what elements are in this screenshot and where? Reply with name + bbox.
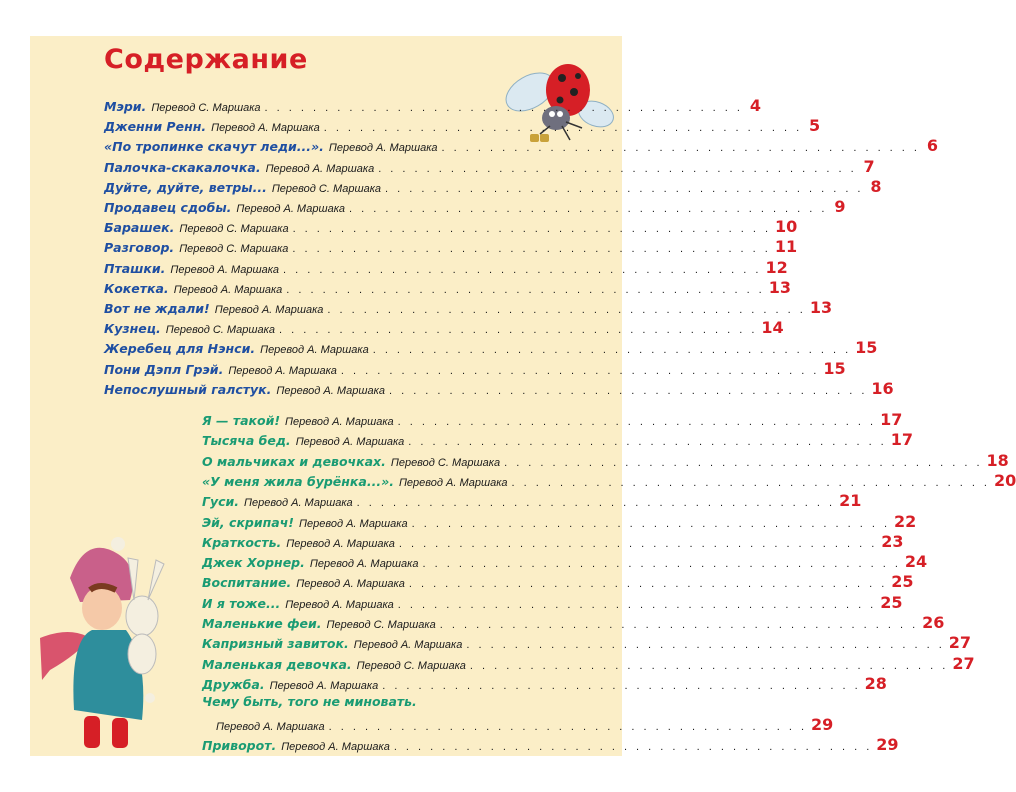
entry-translator: Перевод А. Маршака [276, 384, 385, 397]
entry-translator: Перевод А. Маршака [295, 436, 405, 449]
entry-title: Непослушный галстук. [104, 381, 272, 397]
page-number: 10 [775, 217, 798, 237]
page-number: 26 [922, 613, 945, 632]
entry-title: Палочка-скакалочка. [104, 159, 261, 175]
book-page [30, 36, 1016, 756]
toc-entry [202, 511, 917, 532]
leader-dots: . . . . . . . . . . . . . . . . . . . . . . . . . . . . . . . . . . . . . . . . [466, 639, 945, 652]
entry-title: Пони Дэпл Грэй. [104, 361, 224, 377]
toc-entry [202, 552, 928, 572]
entry-translator: Перевод А. Маршака [265, 162, 375, 175]
entry-title: «У меня жила бурёнка...». [202, 473, 394, 489]
leader-dots: . . . . . . . . . . . . . . . . . . . . . . . . . . . . . . . . . . . . . . . . [393, 740, 873, 753]
page-number: 29 [811, 714, 834, 734]
toc-entry [202, 673, 887, 694]
leader-dots: . . . . . . . . . . . . . . . . . . . . . . . . . . . . . . . . . . . . . . . . [382, 679, 861, 692]
leader-dots: . . . . . . . . . . . . . . . . . . . . . . . . . . . . . . . . . . . . . . . . [340, 364, 820, 377]
entry-title: Дженни Ренн. [104, 119, 207, 135]
entry-translator: Перевод С. Маршака [179, 223, 289, 236]
page-number: 24 [904, 552, 928, 572]
entry-title: Дружба. [202, 676, 265, 692]
page-number: 17 [880, 410, 903, 429]
toc-entry [202, 572, 914, 592]
page-number: 28 [864, 673, 887, 693]
toc-entry [202, 734, 899, 755]
entry-translator: Перевод С. Маршака [179, 243, 289, 256]
toc-entry [202, 430, 913, 450]
leader-dots: . . . . . . . . . . . . . . . . . . . . . . . . . . . . . . . . . . . . . . . . [323, 122, 803, 135]
entry-title: Кокетка. [104, 280, 169, 296]
page-number: 13 [768, 277, 791, 297]
page-number: 7 [863, 156, 875, 176]
entry-title: Приворот. [202, 737, 277, 753]
entry-title: Разговор. [104, 240, 175, 256]
entry-translator: Перевод А. Маршака [228, 364, 337, 377]
entry-title: И я тоже... [202, 595, 281, 611]
page-number: 23 [881, 531, 904, 551]
page-number: 27 [948, 633, 972, 653]
page-number: 12 [765, 257, 788, 277]
entry-translator: Перевод А. Маршака [299, 517, 408, 530]
page-number: 20 [993, 470, 1016, 490]
toc-entry [202, 653, 975, 674]
entry-title: Дуйте, дуйте, ветры... [104, 179, 267, 195]
page-number: 9 [834, 197, 846, 216]
page-number: 11 [774, 237, 798, 257]
entry-translator: Перевод А. Маршака [285, 416, 394, 428]
page-number: 17 [890, 430, 913, 450]
entry-title: О мальчиках и девочках. [202, 453, 386, 469]
leader-dots: . . . . . . . . . . . . . . . . . . . . . . . . . . . . . . . . . . . . . . . . [385, 182, 864, 195]
entry-title: Жеребец для Нэнси. [104, 341, 256, 357]
entry-title: Барашек. [104, 220, 175, 236]
entry-translator: Перевод А. Маршака [285, 598, 394, 611]
entry-translator: Перевод А. Маршака [309, 558, 419, 571]
entry-title: Капризный завиток. [202, 636, 349, 652]
entry-translator: Перевод А. Маршака [244, 497, 353, 510]
leader-dots: . . . . . . . . . . . . . . . . . . . . . . . . . . . . . . . . . . . . . . . . [439, 619, 919, 631]
toc-entry [202, 491, 862, 511]
page-number: 15 [823, 358, 846, 378]
entry-translator: Перевод А. Маршака [211, 122, 320, 135]
entry-translator: Перевод А. Маршака [216, 720, 325, 733]
leader-dots: . . . . . . . . . . . . . . . . . . . . . . . . . . . . . . . . . . . . . . . . [372, 344, 852, 357]
entry-title: Джек Хорнер. [202, 555, 305, 571]
page-number: 21 [839, 491, 862, 511]
page-number: 29 [876, 734, 899, 754]
leader-dots: . . . . . . . . . . . . . . . . . . . . . . . . . . . . . . . . . . . . . . . . [397, 598, 877, 611]
leader-dots: . . . . . . . . . . . . . . . . . . . . . . . . . . . . . . . . . . . . . . . . [292, 223, 771, 236]
entry-translator: Перевод С. Маршака [390, 456, 501, 469]
toc-entry [202, 694, 588, 714]
entry-translator: Перевод А. Маршака [170, 263, 280, 276]
leader-dots: . . . . . . . . . . . . . . . . . . . . . . . . . . . . . . . . . . . . . . . . [504, 456, 983, 469]
leader-dots: . . . . . . . . . . . . . . . . . . . . . . . . . . . . . . . . . . . . . . . . [441, 142, 920, 155]
entry-translator: Перевод А. Маршака [281, 740, 390, 753]
toc-entry [202, 613, 945, 633]
entry-translator: Перевод А. Маршака [296, 578, 405, 591]
entry-title: Кузнец. [104, 321, 161, 337]
page-number: 18 [986, 450, 1009, 470]
page-number: 27 [952, 653, 975, 673]
entry-title: Тысяча бед. [202, 433, 291, 449]
entry-translator: Перевод А. Маршака [353, 639, 463, 652]
leader-dots: . . . . . . . . . . . . . . . . . . . . . . . . . . . . . . . . . . . . . . . . [388, 384, 868, 397]
entry-title: «По тропинке скачут леди...». [104, 139, 324, 155]
entry-translator: Перевод С. Маршака [165, 324, 275, 337]
entry-title: Маленькая девочка. [202, 656, 352, 672]
leader-dots: . . . . . . . . . . . . . . . . . . . . . . . . . . . . . . . . . . . . . . . . [264, 102, 743, 114]
toc-entry [202, 410, 903, 430]
toc-entry [202, 470, 1016, 491]
leader-dots: . . . . . . . . . . . . . . . . . . . . . . . . . . . . . . . . . . . . . . . . [411, 517, 891, 530]
toc-entry [202, 531, 904, 552]
entry-translator: Перевод А. Маршака [173, 283, 283, 296]
page-number: 4 [749, 96, 761, 115]
entry-title: Гуси. [202, 494, 240, 510]
leader-dots: . . . . . . . . . . . . . . . . . . . . . . . . . . . . . . . . . . . . . . . . [283, 263, 762, 276]
entry-translator: Перевод С. Маршака [151, 102, 261, 114]
page-number: 14 [761, 318, 784, 338]
entry-translator: Перевод А. Маршака [236, 203, 346, 215]
page-number: 13 [809, 298, 833, 317]
leader-dots: . . . . . . . . . . . . . . . . . . . . . . . . . . . . . . . . . . . . . . . . [408, 578, 888, 591]
toc-entry [202, 592, 903, 613]
entry-translator: Перевод С. Маршака [326, 619, 436, 631]
page-title: Содержание [104, 44, 308, 75]
leader-dots: . . . . . . . . . . . . . . . . . . . . . . . . . . . . . . . . . . . . . . . . [278, 324, 758, 337]
leader-dots: . . . . . . . . . . . . . . . . . . . . . . . . . . . . . . . . . . . . . . . . [469, 659, 949, 672]
entry-translator: Перевод А. Маршака [286, 537, 395, 550]
leader-dots: . . . . . . . . . . . . . . . . . . . . . . . . . . . . . . . . . . . . . . . . [422, 558, 901, 571]
entry-translator: Перевод А. Маршака [260, 344, 369, 357]
entry-translator: Перевод А. Маршака [214, 304, 324, 316]
entry-title: Маленькие феи. [202, 616, 322, 631]
leader-dots: . . . . . . . . . . . . . . . . . . . . . . . . . . . . . . . . . . . . . . . . [397, 416, 877, 428]
leader-dots: . . . . . . . . . . . . . . . . . . . . . . . . . . . . . . . . . . . . . . . . [286, 283, 765, 296]
entry-title: Мэри. [104, 99, 147, 114]
leader-dots: . . . . . . . . . . . . . . . . . . . . . . . . . . . . . . . . . . . . . . . . [408, 436, 887, 449]
leader-dots: . . . . . . . . . . . . . . . . . . . . . . . . . . . . . . . . . . . . . . . . [398, 537, 878, 550]
leader-dots: . . . . . . . . . . . . . . . . . . . . . . . . . . . . . . . . . . . . . . . . [292, 243, 771, 256]
leader-dots: . . . . . . . . . . . . . . . . . . . . . . . . . . . . . . . . . . . . . . . . [356, 497, 836, 510]
page-number: 6 [926, 136, 938, 156]
entry-translator: Перевод А. Маршака [328, 142, 438, 155]
leader-dots: . . . . . . . . . . . . . . . . . . . . . . . . . . . . . . . . . . . . . . . . [327, 304, 806, 316]
leader-dots: . . . . . . . . . . . . . . . . . . . . . . . . . . . . . . . . . . . . . . . . [511, 476, 990, 489]
page-number: 25 [891, 572, 914, 592]
toc-entry [202, 633, 972, 653]
entry-title: Пташки. [104, 260, 166, 276]
entry-title: Краткость. [202, 534, 282, 550]
page-number: 16 [871, 378, 894, 398]
page-number: 15 [855, 338, 878, 358]
entry-translator: Перевод А. Маршака [269, 679, 379, 692]
leader-dots: . . . . . . . . . . . . . . . . . . . . . . . . . . . . . . . . . . . . . . . . [349, 203, 828, 215]
entry-translator: Перевод А. Маршака [398, 476, 508, 489]
page-number: 25 [880, 592, 903, 612]
entry-title: Эй, скрипач! [202, 514, 294, 530]
entry-title: Чему быть, того не миновать. [202, 694, 417, 710]
leader-dots: . . . . . . . . . . . . . . . . . . . . . . . . . . . . . . . . . . . . . . . . [378, 162, 857, 175]
entry-title: Воспитание. [202, 575, 292, 591]
entry-translator: Перевод С. Маршака [356, 659, 466, 672]
page-number: 8 [870, 176, 882, 196]
entry-title: Вот не ждали! [104, 301, 210, 316]
leader-dots: . . . . . . . . . . . . . . . . . . . . . . . . . . . . . . . . . . . . . . . . [328, 720, 808, 733]
toc-entry [202, 450, 1009, 471]
entry-translator: Перевод С. Маршака [271, 182, 382, 195]
page-number: 22 [894, 511, 917, 531]
page-number: 5 [809, 116, 821, 136]
entry-title: Продавец сдобы. [104, 200, 232, 215]
toc-entry [202, 714, 834, 735]
entry-title: Я — такой! [202, 413, 281, 428]
